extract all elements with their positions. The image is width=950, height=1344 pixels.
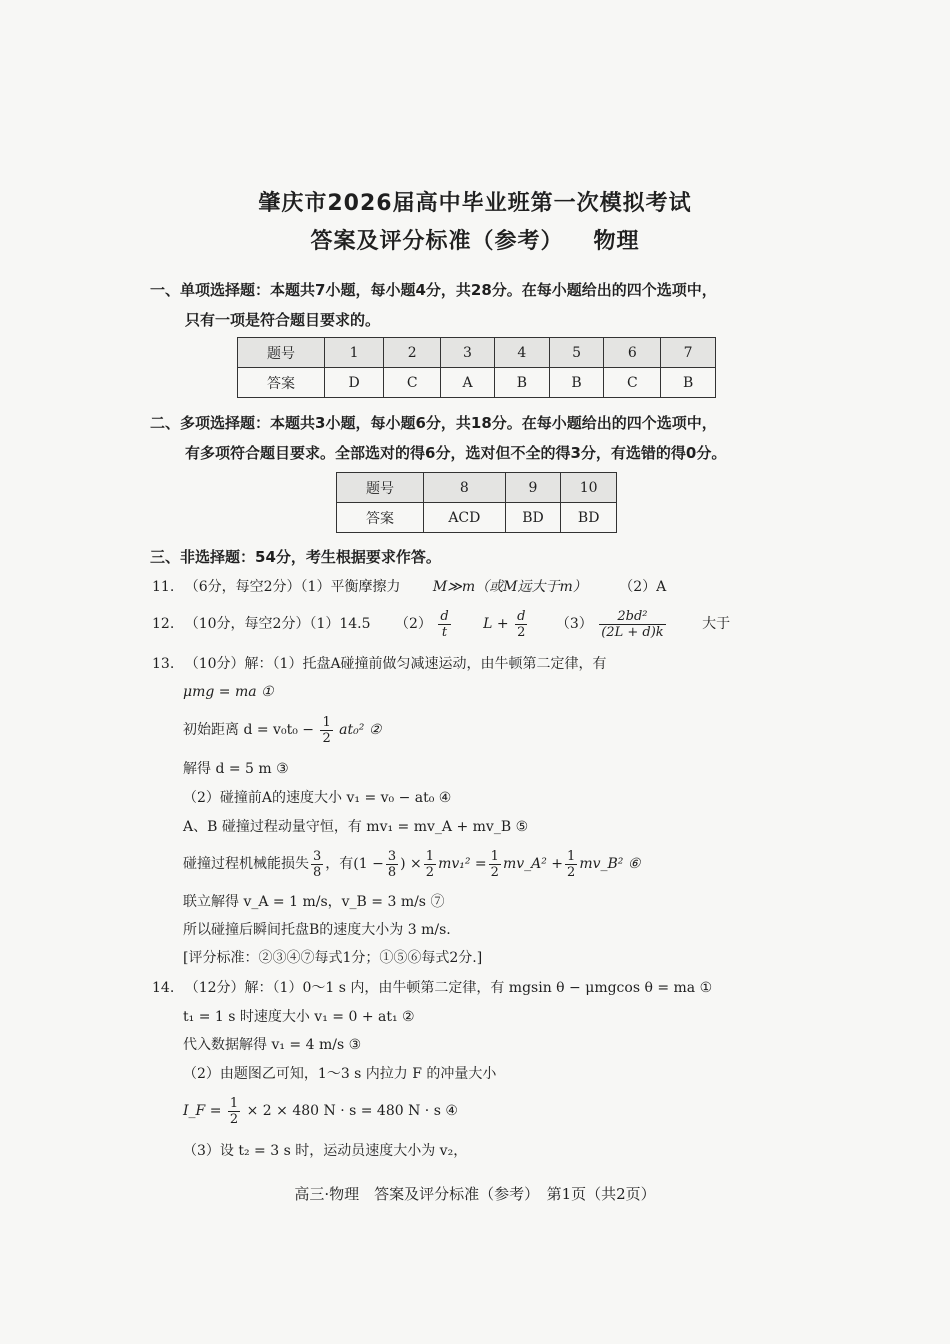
- q14-line1: （12分）解：（1）0～1 s 内，由牛顿第二定律，有 mgsin θ − μmgcos θ = ma ①: [184, 980, 713, 996]
- question-11: [152, 577, 666, 597]
- table-row: [238, 368, 716, 398]
- fraction-numerator: 1: [567, 848, 576, 864]
- section1-heading-line2: 只有一项是符合题目要求的。: [185, 311, 381, 329]
- table-cell: ACD: [424, 503, 506, 533]
- section2-heading-line2: 有多项符合题目要求。全部选对的得6分，选对但不全的得3分，有选错的得0分。: [185, 444, 727, 462]
- fraction-denominator: 8: [387, 864, 397, 880]
- fraction-numerator: 1: [229, 1095, 239, 1111]
- fraction-denominator: (2L + d)k: [601, 624, 664, 640]
- table-cell: C: [604, 368, 661, 398]
- q12-fraction-result: [599, 609, 665, 640]
- table-cell: 3: [441, 338, 495, 368]
- fraction-numerator: d: [440, 608, 449, 624]
- subject-label: 物理: [593, 229, 640, 254]
- table-cell: B: [661, 368, 716, 398]
- q13-line8: 联立解得 v_A = 1 m/s，v_B = 3 m/s ⑦: [183, 894, 445, 910]
- table-cell: 8: [424, 473, 506, 503]
- q11-answer1: M≫m（或M远大于m）: [432, 579, 587, 595]
- fraction-denominator: 8: [313, 864, 322, 880]
- q13-scoring-note: [评分标准：②③④⑦每式1分；①⑤⑥每式2分.]: [183, 950, 483, 966]
- question-number: 11.: [152, 579, 175, 595]
- question-14: [152, 978, 712, 998]
- q14-line5b: × 2 × 480 N · s = 480 N · s ④: [246, 1103, 458, 1119]
- fraction-numerator: d: [517, 608, 526, 624]
- q13-line6: A、B 碰撞过程动量守恒，有 mv₁ = mv_A + mv_B ⑤: [183, 819, 529, 835]
- fraction-denominator: 2: [425, 864, 435, 880]
- q12-part2: （2）: [394, 616, 432, 632]
- table-cell: 答案: [238, 368, 325, 398]
- section3-heading: 三、非选择题：54分，考生根据要求作答。: [150, 548, 441, 566]
- table-cell: 4: [494, 338, 549, 368]
- q13-fraction-3-8b: [386, 849, 398, 880]
- q13-line3: [183, 712, 381, 748]
- q13-line4: 解得 d = 5 m ③: [183, 761, 289, 777]
- table-cell: 答案: [337, 503, 424, 533]
- question-number: 13.: [152, 656, 175, 672]
- q13-line3b: at₀² ②: [339, 722, 382, 738]
- section2-heading: [150, 408, 810, 468]
- q12-fraction-d-over-t: [438, 609, 450, 640]
- q13-line7e: mv_A² +: [502, 856, 564, 872]
- subtitle-text: 答案及评分标准（参考）: [310, 229, 564, 254]
- section2-answer-table: [336, 472, 617, 533]
- table-cell: 题号: [238, 338, 325, 368]
- exam-title: 肇庆市2026届高中毕业班第一次模拟考试: [258, 191, 692, 216]
- fraction-numerator: 3: [313, 848, 322, 864]
- q14-line6: （3）设 t₂ = 3 s 时，运动员速度大小为 v₂，: [183, 1143, 468, 1159]
- fraction-numerator: 1: [490, 848, 499, 864]
- q13-line7: [183, 846, 640, 882]
- table-cell: D: [325, 368, 384, 398]
- fraction-denominator: 2: [322, 730, 331, 746]
- table-row: [337, 503, 617, 533]
- fraction-denominator: 2: [517, 624, 526, 640]
- q13-fraction-half: [320, 715, 332, 746]
- q13-equation1: μmg = ma ①: [183, 684, 274, 700]
- q13-fraction-3-8: [311, 849, 323, 880]
- q14-line4: （2）由题图乙可知，1～3 s 内拉力 F 的冲量大小: [183, 1066, 497, 1082]
- fraction-numerator: 1: [425, 848, 435, 864]
- q13-line7f: mv_B² ⑥: [579, 856, 641, 872]
- section1-answer-table: [237, 337, 716, 398]
- table-cell: 2: [384, 338, 441, 368]
- q12-fraction-d-over-2: [515, 609, 527, 640]
- q13-line7b: ，有(1 −: [325, 856, 384, 872]
- exam-subtitle: [0, 224, 950, 255]
- table-cell: BD: [561, 503, 617, 533]
- q13-line7c: ) ×: [400, 856, 422, 872]
- table-cell: 5: [549, 338, 604, 368]
- question-13: [152, 654, 607, 674]
- q13-fraction-half-3: [565, 849, 577, 880]
- table-cell: 6: [604, 338, 661, 368]
- q13-line7a: 碰撞过程机械能损失: [183, 856, 309, 872]
- q14-line3: 代入数据解得 v₁ = 4 m/s ③: [183, 1037, 362, 1053]
- question-number: 14.: [152, 980, 175, 996]
- q13-line3a: 初始距离 d = v₀t₀ −: [183, 722, 314, 738]
- section1-heading-line1: 一、单项选择题：本题共7小题，每小题4分，共28分。在每小题给出的四个选项中，: [150, 281, 717, 299]
- table-cell: 1: [325, 338, 384, 368]
- table-cell: C: [384, 368, 441, 398]
- fraction-numerator: 2bd²: [599, 609, 665, 625]
- question-number: 12.: [152, 616, 175, 632]
- q13-line5: （2）碰撞前A的速度大小 v₁ = v₀ − at₀ ④: [183, 790, 452, 806]
- section2-heading-line1: 二、多项选择题：本题共3小题，每小题6分，共18分。在每小题给出的四个选项中，: [150, 414, 717, 432]
- table-cell: 题号: [337, 473, 424, 503]
- q13-fraction-half-1: [424, 849, 436, 880]
- table-cell: B: [494, 368, 549, 398]
- table-row: [337, 473, 617, 503]
- q12-tail: 大于: [702, 616, 731, 632]
- table-cell: BD: [505, 503, 561, 533]
- table-cell: 7: [661, 338, 716, 368]
- q11-answer2: （2）A: [619, 579, 667, 595]
- q13-line7d: mv₁² =: [438, 856, 487, 872]
- table-cell: 10: [561, 473, 617, 503]
- fraction-numerator: 3: [387, 848, 397, 864]
- q11-text: （6分，每空2分）（1）平衡摩擦力: [184, 579, 401, 595]
- q13-fraction-half-2: [489, 849, 501, 880]
- q13-line2: [183, 682, 274, 702]
- fraction-denominator: 2: [567, 864, 576, 880]
- q14-line5a: I_F =: [183, 1103, 222, 1119]
- question-12: [152, 606, 730, 642]
- q14-fraction-half: [228, 1096, 240, 1127]
- q14-line2: t₁ = 1 s 时速度大小 v₁ = 0 + at₁ ②: [183, 1009, 415, 1025]
- table-cell: B: [549, 368, 604, 398]
- q12-l-plus: L +: [483, 616, 509, 632]
- table-cell: 9: [505, 473, 561, 503]
- fraction-denominator: 2: [490, 864, 499, 880]
- fraction-denominator: 2: [229, 1111, 239, 1127]
- page-footer: 高三·物理 答案及评分标准（参考） 第1页（共2页）: [294, 1185, 656, 1203]
- q14-line5: [183, 1093, 458, 1129]
- q13-line1: （10分）解：（1）托盘A碰撞前做匀减速运动，由牛顿第二定律，有: [184, 656, 607, 672]
- table-row: [238, 338, 716, 368]
- fraction-numerator: 1: [322, 714, 331, 730]
- q12-text: （10分，每空2分）（1）14.5: [184, 616, 371, 632]
- section1-heading: [150, 275, 810, 335]
- table-cell: A: [441, 368, 495, 398]
- q13-line9: 所以碰撞后瞬间托盘B的速度大小为 3 m/s.: [183, 922, 451, 938]
- fraction-denominator: t: [441, 624, 448, 640]
- q12-part3: （3）: [555, 616, 593, 632]
